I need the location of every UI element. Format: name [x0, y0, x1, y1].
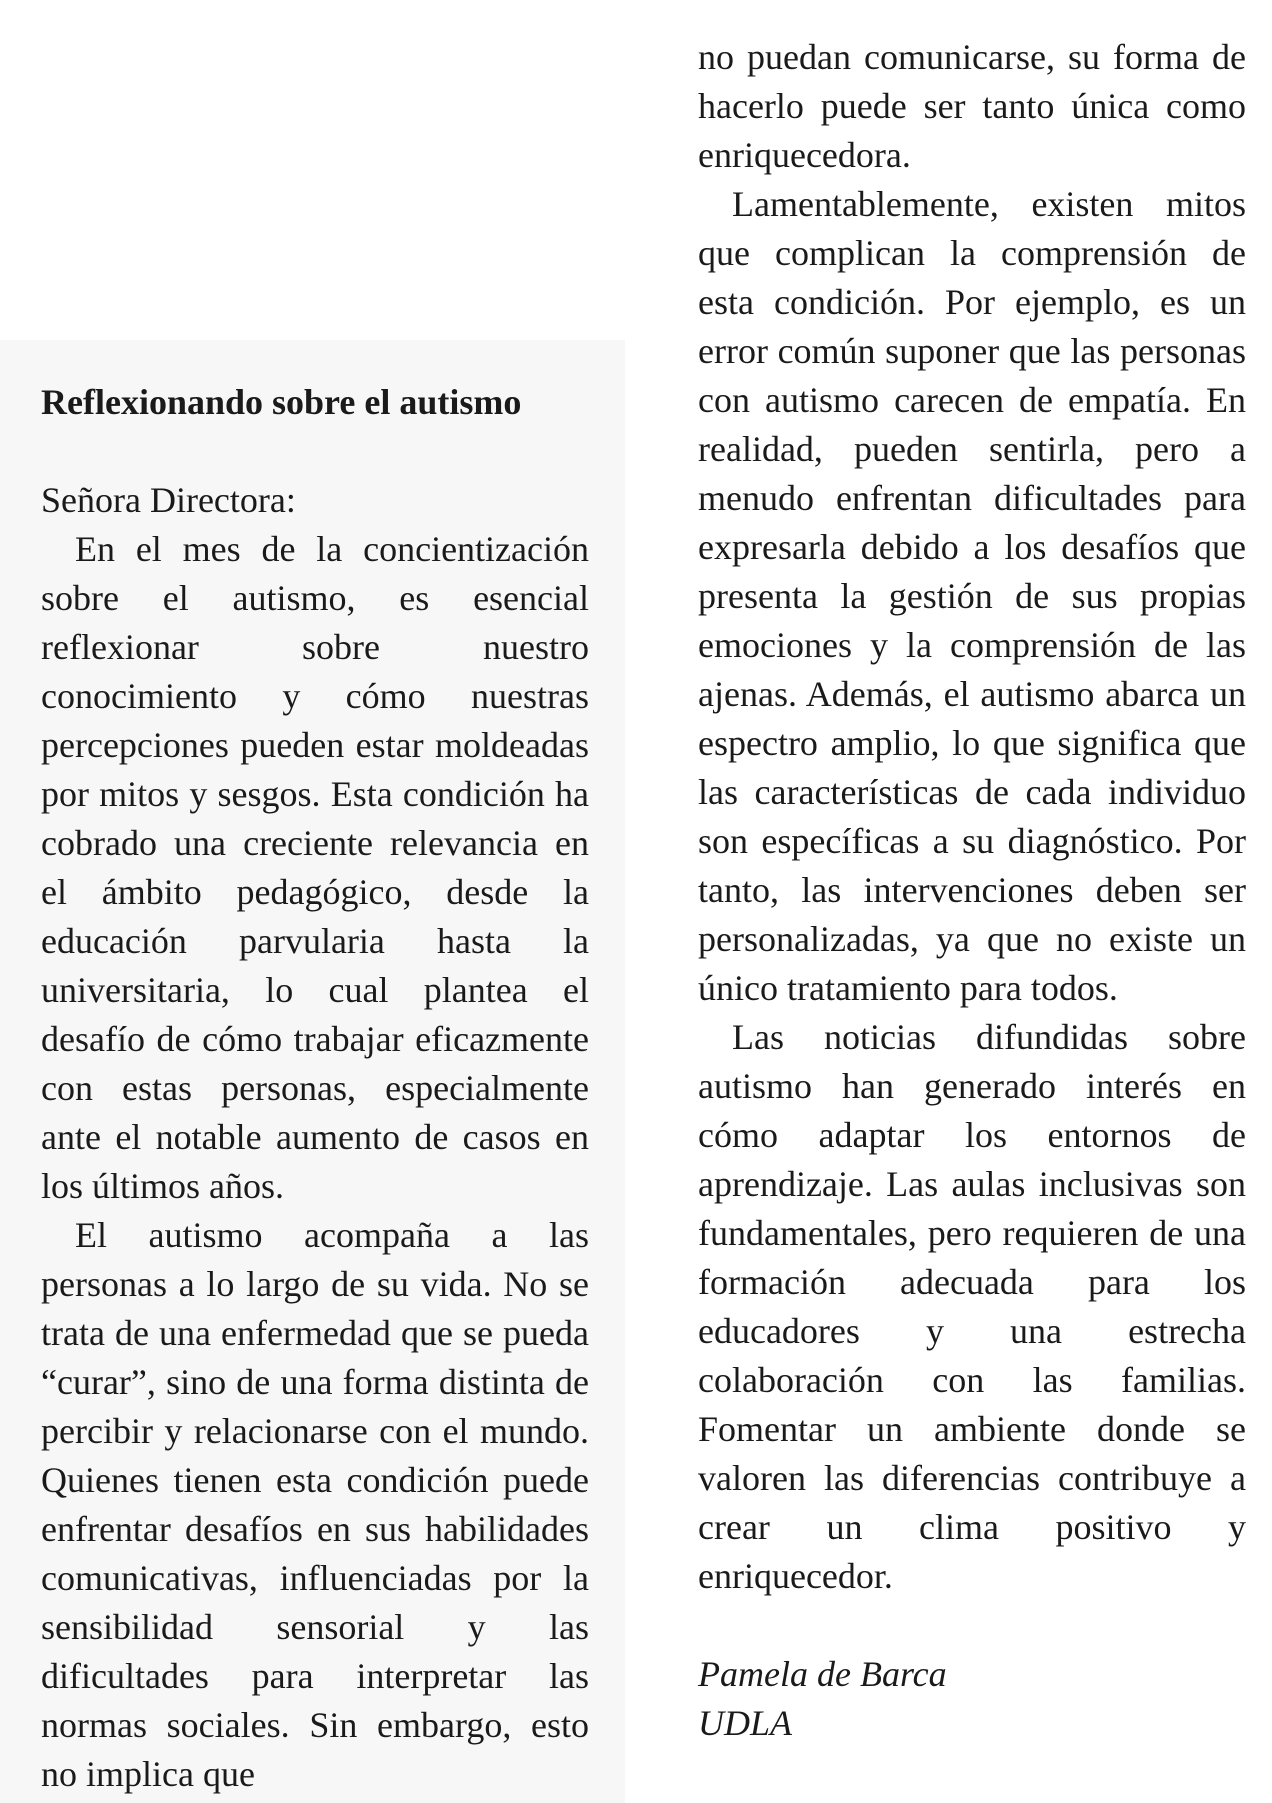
paragraph-1: En el mes de la concientización sobre el autismo, es esencial reflexionar sobre nuestro conocimiento y cómo nuestras percepciones pueden estar moldeadas por mitos y sesgos. Esta condición ha cobrado una creciente relevancia en el ámbito pedagógico, desde la educación parvularia hasta la universitaria, lo cual plantea el desafío de cómo trabajar eficazmente con estas personas, especialmente ante el notable aumento de casos en los últimos años. [41, 529, 589, 1206]
signature-name: Pamela de Barca [698, 1654, 947, 1694]
paragraph-3: Lamentablemente, existen mitos que complican la comprensión de esta condición. Por ejemplo, es un error común suponer que las personas con autismo carecen de empatía. En realidad, pueden sentirla, pero a menudo enfrentan dificultades para expresarla debido a los desafíos que presenta la gestión de sus propias emociones y la comprensión de las ajenas. Además, el autismo abarca un espectro amplio, lo que significa que las características de cada individuo son específicas a su diagnóstico. Por tanto, las intervenciones deben ser personalizadas, ya que no existe un único tratamiento para todos. [698, 184, 1246, 1008]
salutation: Señora Directora: [41, 480, 296, 520]
paragraph-2-continued: no puedan comunicarse, su forma de hacerlo puede ser tanto única como enriquecedora. [698, 37, 1246, 175]
paragraph-2: El autismo acompaña a las personas a lo largo de su vida. No se trata de una enfermedad que se pueda “curar”, sino de una forma distinta de percibir y relacionarse con el mundo. Quienes tienen esta condición puede enfrentar desafíos en sus habilidades comunicativas, influenciadas por la sensibilidad sensorial y las dificultades para interpretar las normas sociales. Sin embargo, esto no implica que [41, 1215, 589, 1794]
left-column [41, 378, 589, 1799]
right-column [698, 33, 1246, 1748]
letter-headline: Reflexionando sobre el autismo [41, 382, 522, 422]
signature-block [698, 1650, 1246, 1748]
signature-affiliation: UDLA [698, 1703, 793, 1743]
paragraph-4: Las noticias difundidas sobre autismo han generado interés en cómo adaptar los entornos de aprendizaje. Las aulas inclusivas son fundamentales, pero requieren de una formación adecuada para los educadores y una estrecha colaboración con las familias. Fomentar un ambiente donde se valoren las diferencias contribuye a crear un clima positivo y enriquecedor. [698, 1017, 1246, 1596]
